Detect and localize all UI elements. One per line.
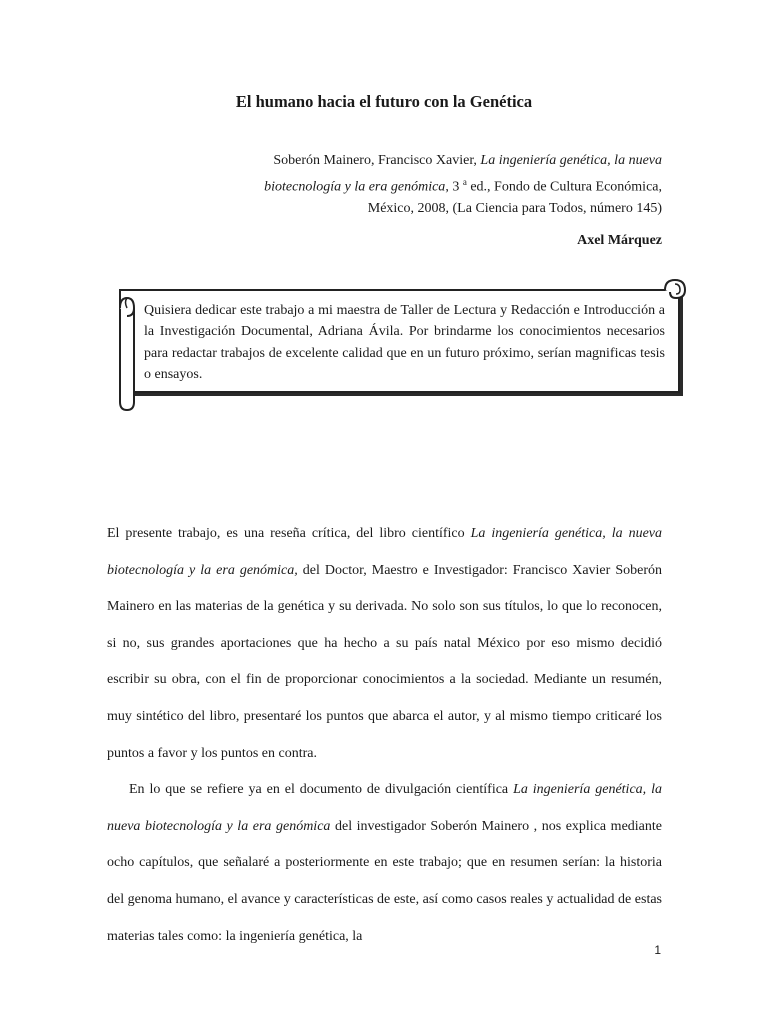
paragraph-1-intro: El presente trabajo, es una reseña crítica, del libro científico (107, 526, 471, 541)
paragraph-2-book-title: La ingeniería genética, la nueva biotecnología y la era genómica (107, 782, 662, 834)
paragraph-1 (107, 516, 662, 772)
paragraph-2-intro: En lo que se refiere ya en el documento de divulgación científica (129, 782, 514, 798)
citation-publisher: ed., Fondo de Cultura Económica, México, 2008, (La Ciencia para Todos, número 145) (367, 179, 662, 216)
page-number: 1 (654, 943, 661, 957)
citation (222, 150, 662, 219)
citation-authors: Soberón Mainero, Francisco Xavier, (273, 153, 481, 168)
citation-book-title: La ingeniería genética, la nueva biotecnología y la era genómica (264, 153, 662, 195)
author-name: Axel Márquez (577, 233, 662, 248)
citation-edition-sup: a (462, 176, 467, 187)
paragraph-2-rest: del investigador Soberón Mainero , nos explica mediante ocho capítulos, que señalaré a posteriormente en este trabajo; que en resumen serían: la historia del genoma humano, el avance y características de este, así como casos reales y actualidad de estas materias tales como: la ingeniería genética, la (107, 818, 662, 944)
dedication-text: Quisiera dedicar este trabajo a mi maestra de Taller de Lectura y Redacción e Introducción a la Investigación Documental, Adriana Ávila. Por brindarme los conocimientos necesarios para redactar trabajos de excelente calidad que en un futuro próximo, serían magnificas tesis o ensayos. (144, 303, 665, 382)
paragraph-1-book-title: La ingeniería genética, la nueva biotecnología y la era genómica, (107, 526, 662, 578)
body-text (107, 516, 662, 955)
paragraph-2 (107, 772, 662, 955)
citation-edition: , 3 (445, 179, 463, 195)
document-title: El humano hacia el futuro con la Genética (235, 92, 533, 111)
paragraph-1-rest: del Doctor, Maestro e Investigador: Francisco Xavier Soberón Mainero en las materias de la genética y su derivada. No solo son sus títulos, lo que lo reconocen, si no, sus grandes aportaciones que ha hecho a su país natal México por eso mismo decidió escribir su obra, con el fin de proporcionar conocimientos a la sociedad. Mediante un resumén, muy sintético del libro, presentaré los puntos que abarca el autor, y al mismo tiempo criticaré los puntos a favor y los puntos en contra. (107, 562, 662, 761)
